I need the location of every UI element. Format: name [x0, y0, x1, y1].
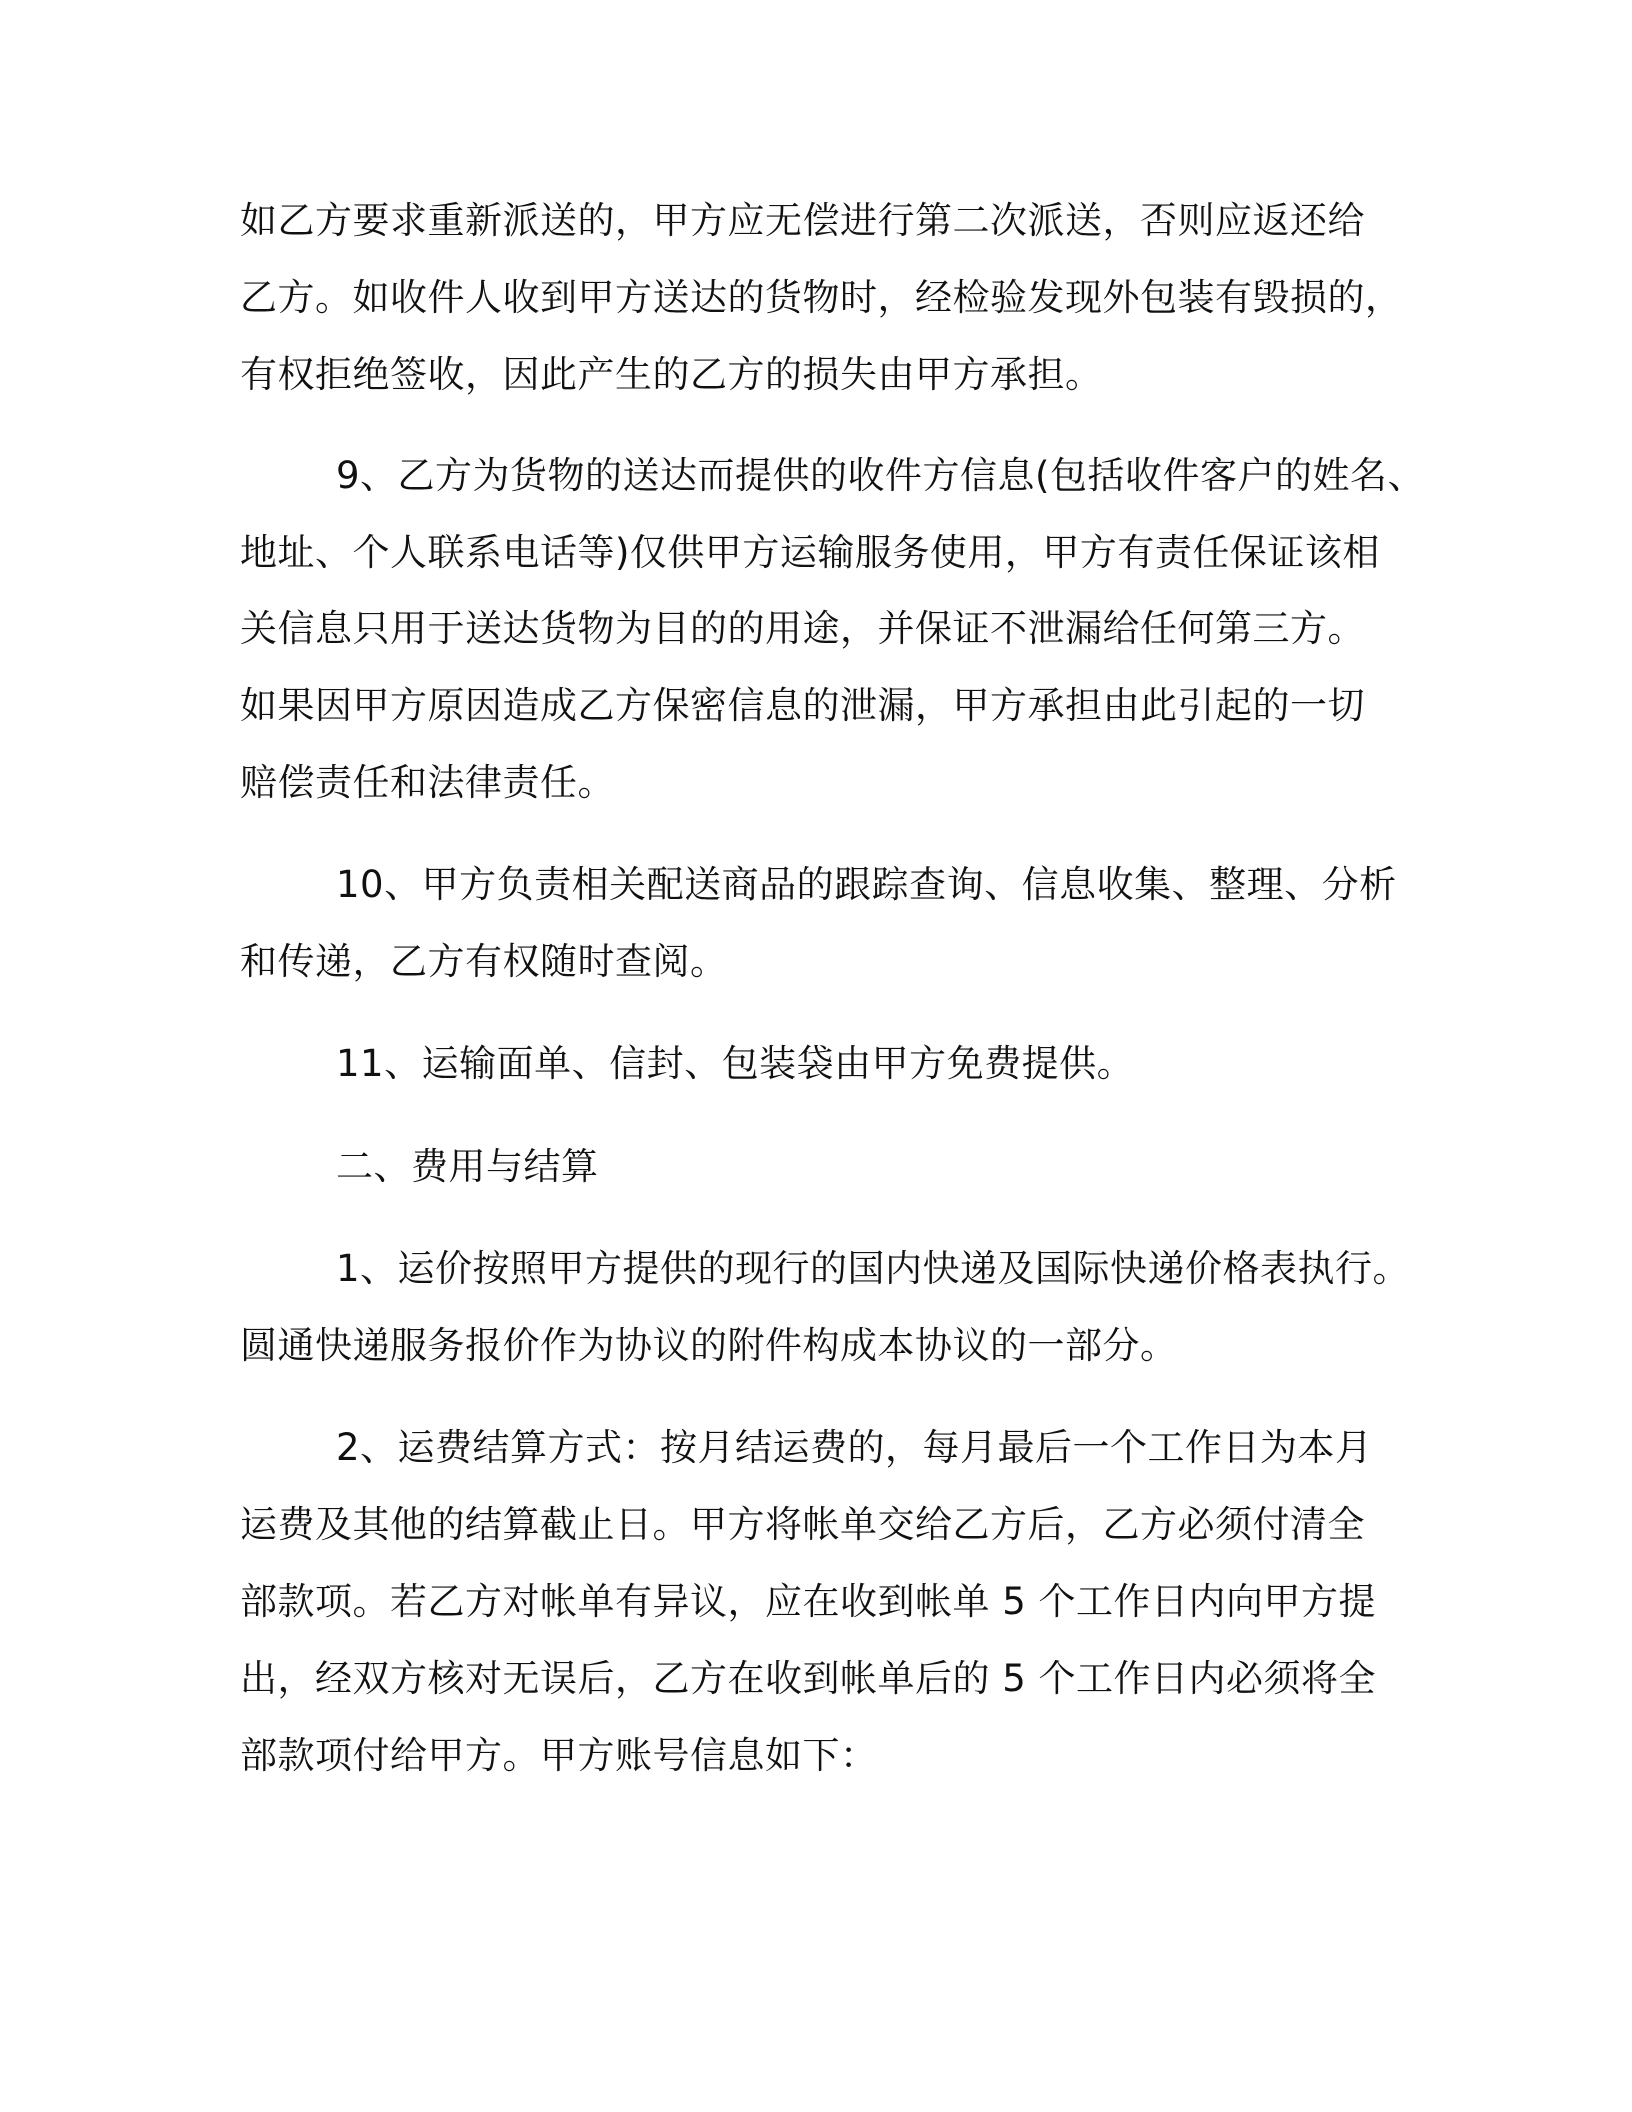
text-line: 11、运输面单、信封、包装袋由甲方免费提供。 — [336, 1042, 1135, 1085]
text-line: 关信息只用于送达货物为目的的用途，并保证不泄漏给任何第三方。 — [240, 607, 1365, 650]
text-line: 如乙方要求重新派送的，甲方应无偿进行第二次派送，否则应返还给 — [240, 199, 1365, 242]
text-line: 乙方。如收件人收到甲方送达的货物时，经检验发现外包装有毁损的， — [240, 276, 1403, 319]
text-line: 圆通快递服务报价作为协议的附件构成本协议的一部分。 — [240, 1324, 1178, 1367]
text-line: 10、甲方负责相关配送商品的跟踪查询、信息收集、整理、分析 — [336, 863, 1397, 906]
text-line: 部款项。若乙方对帐单有异议，应在收到帐单 5 个工作日内向甲方提 — [240, 1580, 1377, 1623]
text-line: 赔偿责任和法律责任。 — [240, 761, 615, 804]
text-line: 地址、个人联系电话等)仅供甲方运输服务使用，甲方有责任保证该相 — [240, 531, 1380, 574]
text-line: 如果因甲方原因造成乙方保密信息的泄漏，甲方承担由此引起的一切 — [240, 684, 1365, 727]
text-line: 运费及其他的结算截止日。甲方将帐单交给乙方后，乙方必须付清全 — [240, 1503, 1365, 1546]
text-line: 部款项付给甲方。甲方账号信息如下： — [240, 1734, 878, 1777]
text-line: 2、运费结算方式：按月结运费的，每月最后一个工作日为本月 — [336, 1426, 1373, 1469]
text-line: 1、运价按照甲方提供的现行的国内快递及国际快递价格表执行。 — [336, 1247, 1411, 1290]
text-line: 和传递，乙方有权随时查阅。 — [240, 940, 728, 983]
text-line: 出，经双方核对无误后，乙方在收到帐单后的 5 个工作日内必须将全 — [240, 1657, 1377, 1700]
text-line: 9、乙方为货物的送达而提供的收件方信息(包括收件客户的姓名、 — [336, 454, 1425, 497]
section-heading: 二、费用与结算 — [336, 1145, 599, 1188]
text-line: 有权拒绝签收，因此产生的乙方的损失由甲方承担。 — [240, 353, 1103, 396]
